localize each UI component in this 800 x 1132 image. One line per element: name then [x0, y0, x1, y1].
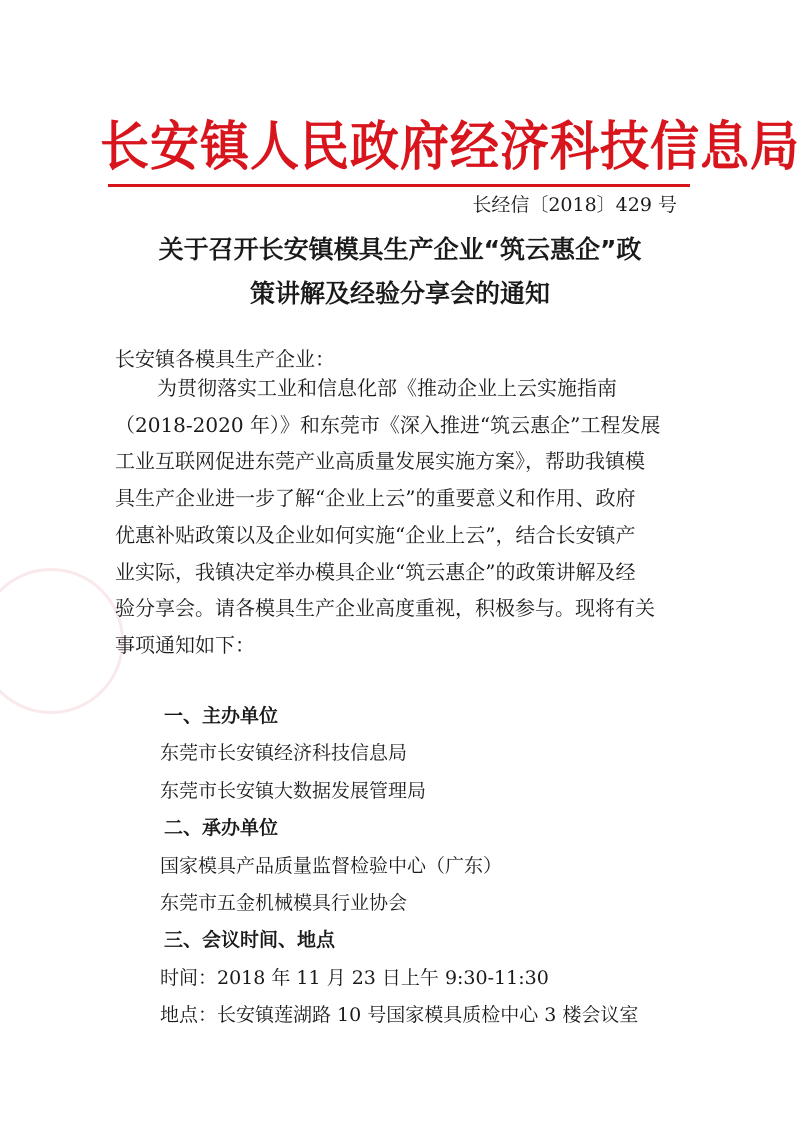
section-heading-organizer: 一、主办单位	[164, 705, 279, 727]
salutation: 长安镇各模具生产企业：	[115, 347, 335, 371]
issuer-masthead: 长安镇人民政府经济科技信息局	[100, 116, 800, 178]
body-line: 事项通知如下：	[115, 632, 255, 657]
body-line: 验分享会。请各模具生产企业高度重视，积极参与。现将有关	[115, 596, 655, 621]
body-line: 工业互联网促进东莞产业高质量发展实施方案》，帮助我镇模	[115, 449, 645, 474]
body-line: 业实际，我镇决定举办模具企业“筑云惠企”的政策讲解及经	[115, 559, 636, 584]
section-heading-time-place: 三、会议时间、地点	[164, 929, 336, 952]
body-line: 优惠补贴政策以及企业如何实施“企业上云”，结合长安镇产	[115, 522, 636, 547]
notice-sections	[160, 698, 700, 1035]
red-header-rule	[108, 184, 690, 187]
document-number: 长经信〔2018〕429 号	[472, 194, 677, 216]
body-line: 具生产企业进一步了解“企业上云”的重要意义和作用、政府	[115, 486, 636, 511]
section-heading-host: 二、承办单位	[164, 817, 279, 840]
title-line-1: 关于召开长安镇模具生产企业“筑云惠企”政	[158, 235, 642, 264]
meeting-place: 地点：长安镇莲湖路 10 号国家模具质检中心 3 楼会议室	[160, 1004, 639, 1027]
organizer-item: 东莞市长安镇大数据发展管理局	[160, 779, 427, 802]
meeting-time: 时间：2018 年 11 月 23 日上午 9:30-11:30	[160, 966, 549, 989]
faded-seal-stamp	[0, 568, 124, 714]
body-paragraph	[115, 370, 695, 664]
body-line: 为贯彻落实工业和信息化部《推动企业上云实施指南	[157, 376, 617, 400]
organizer-item: 东莞市长安镇经济科技信息局	[160, 742, 408, 765]
host-item: 东莞市五金机械模具行业协会	[160, 892, 408, 915]
body-line: （2018-2020 年）》和东莞市《深入推进“筑云惠企”工程发展	[115, 412, 661, 437]
title-line-2: 策讲解及经验分享会的通知	[249, 279, 550, 308]
host-item: 国家模具产品质量监督检验中心（广东）	[160, 854, 503, 877]
notice-title	[110, 228, 690, 316]
